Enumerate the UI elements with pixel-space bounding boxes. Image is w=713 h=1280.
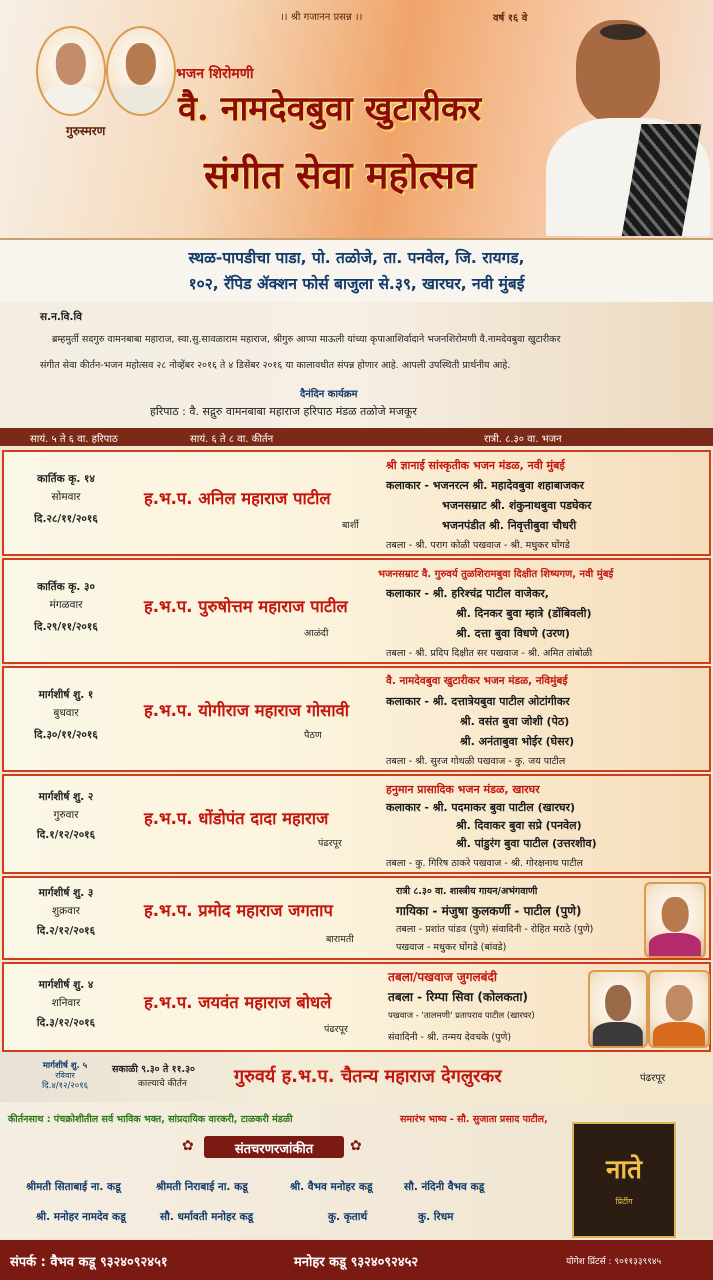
row-artist: श्री. दिनकर बुवा म्हात्रे (डोंबिवली)	[456, 607, 592, 620]
kirtan-sath: कीर्तनसाथ : पंचक्रोशीतील सर्व भाविक भक्त, सांप्रदायिक वारकरी, टाळकरी मंडळी	[8, 1114, 293, 1125]
row-group: तबला/पखवाज जुगलबंदी	[388, 970, 497, 984]
closing-time: सकाळी ९.३० ते ११.३०	[112, 1064, 195, 1075]
contact-2: मनोहर कडू ९३२४०९२४५२	[294, 1255, 419, 1270]
closing-tithi: मार्गशीर्ष शु. ५	[42, 1061, 88, 1071]
header-blessing: ।। श्री गजानन प्रसन्न ।।	[280, 12, 363, 23]
row-artist: भजनसम्राट श्री. शंकुनाथबुवा पडघेकर	[442, 499, 592, 512]
logo-subtext: प्रिंटींग	[615, 1197, 633, 1206]
flower-icon: ✿	[182, 1138, 194, 1154]
invitation-line-2: संगीत सेवा कीर्तन-भजन महोत्सव २८ नोव्हेंबर २०१६ ते ४ डिसेंबर २०१६ या कालावधीत संपन्न होणार आहे. आपली उपस्थिती प्रार्थनीय आहे.	[40, 360, 511, 371]
header-banner	[0, 0, 713, 238]
row-group: हनुमान प्रासादिक भजन मंडळ, खारघर	[386, 783, 540, 796]
row-date: दि.३/१२/२०१६	[36, 1017, 96, 1029]
row-artist: कलाकार - श्री. पदमाकर बुवा पाटील (खारघर)	[386, 801, 575, 814]
flower-icon: ✿	[350, 1138, 362, 1154]
row-day: सोमवार	[51, 491, 81, 503]
invitation-line-1: ब्रम्हमुर्ती सदगुरु वामनबाबा महाराज, स्वा.सु.सावळाराम महाराज, श्रीगुरु आप्पा माऊली यांच्या कृपाआशिर्वादाने भजनशिरोमणी वै.नामदेवबुवा खुटारीकर	[52, 334, 561, 345]
gurusmaran-label: गुरुस्मरण	[66, 124, 106, 138]
schedule-row-4	[2, 774, 711, 874]
row-artist: श्री. अनंताबुवा भोईर (घेसर)	[460, 735, 575, 748]
year-label: वर्ष १६ वे	[493, 13, 528, 24]
greeting: स.न.वि.वि	[40, 311, 83, 323]
row-artist: श्री. पांडुरंग बुवा पाटील (उत्तरशीव)	[456, 837, 597, 850]
member-name: श्री. वैभव मनोहर कडू	[290, 1181, 373, 1193]
guru-photo-1	[36, 26, 106, 116]
row-artist: गायिका - मंजुषा कुलकर्णी - पाटील (पुणे)	[396, 904, 582, 918]
venue-band	[0, 238, 713, 304]
row-accompanists: संवादिनी - श्री. तन्मय देवचके (पुणे)	[388, 1032, 512, 1043]
contact-bar	[0, 1240, 713, 1280]
closing-kirtan-band	[0, 1052, 713, 1102]
row-date: दि.२८/११/२०१६	[34, 513, 98, 525]
member-name: सौ. नंदिनी वैभव कडू	[404, 1181, 485, 1193]
row-speaker: ह.भ.प. प्रमोद महाराज जगताप	[144, 901, 333, 920]
compere: समारंभ भाष्य - सौ. सुजाता प्रसाद पाटील,	[400, 1114, 548, 1125]
row-day: शनिवार	[51, 997, 81, 1009]
row-date: दि.२९/११/२०१६	[34, 621, 98, 633]
col-kirtan: सायं. ६ ते ८ वा. कीर्तन	[190, 434, 274, 445]
row-day: शुक्रवार	[51, 905, 81, 917]
festival-title: संगीत सेवा महोत्सव	[204, 152, 477, 197]
main-title: वै. नामदेवबुवा खुटारीकर	[178, 89, 481, 129]
closing-kala: काल्याचे कीर्तन	[138, 1079, 187, 1089]
row-date: दि.३०/११/२०१६	[34, 729, 98, 741]
row-place: बार्शी	[342, 520, 359, 531]
row-artist: श्री. वसंत बुवा जोशी (पेठ)	[460, 715, 570, 728]
row-accompanists: पखवाज - मधुकर घोंगडे (बांवडे)	[396, 942, 507, 953]
row-artist: श्री. दिवाकर बुवा सप्रे (पनवेल)	[456, 819, 582, 832]
schedule-row-6	[2, 962, 711, 1052]
row-speaker: ह.भ.प. धोंडोपंत दादा महाराज	[144, 809, 329, 828]
row-group: रात्री ८.३० वा. शास्त्रीय गायन/अभंगवाणी	[396, 886, 538, 897]
logo-text: नाते	[606, 1155, 642, 1185]
schedule-row-3	[2, 666, 711, 772]
row-tithi: मार्गशीर्ष शु. १	[38, 689, 94, 701]
invitation-text	[0, 302, 713, 428]
row-artist: कलाकार - श्री. दत्तात्रेयबुवा पाटील ओटांगीकर	[386, 695, 570, 708]
haripath-line: हरिपाठ : वै. सद्गुरु वामनबाबा महाराज हरिपाठ मंडळ तळोजे मजकूर	[150, 405, 417, 418]
venue-line-1: स्थळ-पापडीचा पाडा, पो. तळोजे, ता. पनवेल, जि. रायगड,	[188, 249, 525, 267]
row-place: पंढरपूर	[318, 838, 342, 849]
col-bhajan: रात्री. ८.३० वा. भजन	[484, 434, 562, 445]
daily-program-title: दैनंदिन कार्यक्रम	[300, 389, 358, 400]
row-tithi: कार्तिक कृ. ३०	[37, 581, 95, 593]
row-artist: तबला - रिम्पा सिवा (कोलकता)	[388, 990, 528, 1004]
row-accompanists: तबला - प्रशांत पांडव (पुणे) संवादिनी - रोहित मराठे (पुणे)	[396, 924, 594, 935]
row-speaker: ह.भ.प. पुरुषोत्तम महाराज पाटील	[144, 597, 348, 616]
member-name: श्री. मनोहर नामदेव कडू	[36, 1211, 126, 1223]
row-date: दि.१/१२/२०१६	[36, 829, 96, 841]
member-name: श्रीमती निराबाई ना. कडू	[156, 1181, 248, 1193]
row-accompanists: तबला - कु. गिरिष ठाकरे पखवाज - श्री. गोरक्षनाथ पाटील	[386, 858, 583, 869]
col-haripath: सायं. ५ ते ६ वा. हरिपाठ	[30, 434, 118, 445]
row-accompanists: तबला - श्री. पराग कोळी पखवाज - श्री. मधुकर घोंगडे	[386, 540, 570, 551]
printer-credit: योगेश प्रिंटर्स : ९०११३३९९४५	[566, 1257, 662, 1267]
schedule-row-2	[2, 558, 711, 664]
pakhawaj-artist-photo	[648, 970, 710, 1048]
row-place: पंढरपूर	[324, 1024, 348, 1035]
row-place: आळंदी	[304, 628, 329, 639]
guru-photo-2	[106, 26, 176, 116]
row-date: दि.२/१२/२०१६	[36, 925, 96, 937]
row-group: श्री ज्ञानाई सांस्कृतीक भजन मंडळ, नवी मुंबई	[386, 459, 565, 472]
row-artist: कलाकार - भजनरत्न श्री. महादेवबुवा शहाबाजकर	[386, 479, 584, 492]
member-name: श्रीमती सिताबाई ना. कडू	[26, 1181, 121, 1193]
venue-line-2: १०२, रॅपिड ॲक्शन फोर्स बाजुला से.३९, खारघर, नवी मुंबई	[188, 275, 525, 293]
schedule-header	[0, 428, 713, 446]
row-artist: भजनपंडीत श्री. निवृत्तीबुवा चौधरी	[442, 519, 577, 532]
row-day: बुधवार	[53, 707, 79, 719]
closing-place: पंढरपूर	[640, 1073, 666, 1084]
row-group: वै. नामदेवबुवा खुटारीकर भजन मंडळ, नविमुंबई	[386, 675, 568, 687]
row-group: भजनसम्राट वै. गुरुवर्य तुळशिरामबुवा दिक्षीत शिष्यगण, नवी मुंबई	[378, 569, 614, 580]
row-accompanists: तबला - श्री. प्रदिप दिक्षीत सर पखवाज - श्री. अमित तांबोळी	[386, 648, 593, 659]
row-tithi: मार्गशीर्ष शु. २	[38, 791, 94, 803]
contact-1: संपर्क : वैभव कडू ९३२४०९२४५१	[10, 1255, 168, 1270]
row-speaker: ह.भ.प. योगीराज महाराज गोसावी	[144, 701, 350, 720]
schedule-row-1	[2, 450, 711, 556]
row-accompanists: तबला - श्री. सुरज गोथळी पखवाज - कु. जय पाटील	[386, 756, 566, 767]
row-speaker: ह.भ.प. जयवंत महाराज बोधले	[144, 993, 332, 1012]
committee-title: संतचरणरजांकीत	[234, 1142, 314, 1157]
row-tithi: मार्गशीर्ष शु. ४	[38, 979, 94, 991]
closing-speaker: गुरुवर्य ह.भ.प. चैतन्य महाराज देगलुरकर	[234, 1066, 502, 1087]
row-artist: श्री. दत्ता बुवा विधणे (उरण)	[456, 627, 570, 640]
row-accompanists: पखवाज - 'तालमणी' प्रतापराव पाटील (खारघर)	[388, 1011, 535, 1021]
row-tithi: कार्तिक कृ. १४	[37, 473, 95, 485]
member-name: सौ. धर्मावती मनोहर कडू	[160, 1211, 254, 1223]
tabla-artist-photo	[588, 970, 648, 1048]
row-day: गुरुवार	[53, 809, 79, 821]
row-artist: कलाकार - श्री. हरिश्चंद्र पाटील वाजेकर,	[386, 587, 549, 600]
nate-logo	[572, 1122, 676, 1238]
title-subtitle: भजन शिरोमणी	[176, 66, 254, 82]
closing-day: रविवार	[55, 1071, 75, 1080]
singer-photo	[644, 882, 706, 958]
row-place: पैठण	[304, 730, 322, 741]
committee-section	[0, 1102, 713, 1238]
schedule-row-5	[2, 876, 711, 960]
member-name: कु. रिधम	[418, 1211, 454, 1223]
row-place: बारामती	[326, 934, 354, 945]
member-name: कु. कृतार्थ	[328, 1211, 368, 1223]
row-speaker: ह.भ.प. अनिल महाराज पाटील	[144, 489, 331, 508]
row-tithi: मार्गशीर्ष शु. ३	[38, 887, 94, 899]
row-day: मंगळवार	[49, 599, 83, 611]
closing-date: दि.४/१२/२०१६	[41, 1081, 89, 1091]
organizer-photo	[546, 14, 710, 236]
